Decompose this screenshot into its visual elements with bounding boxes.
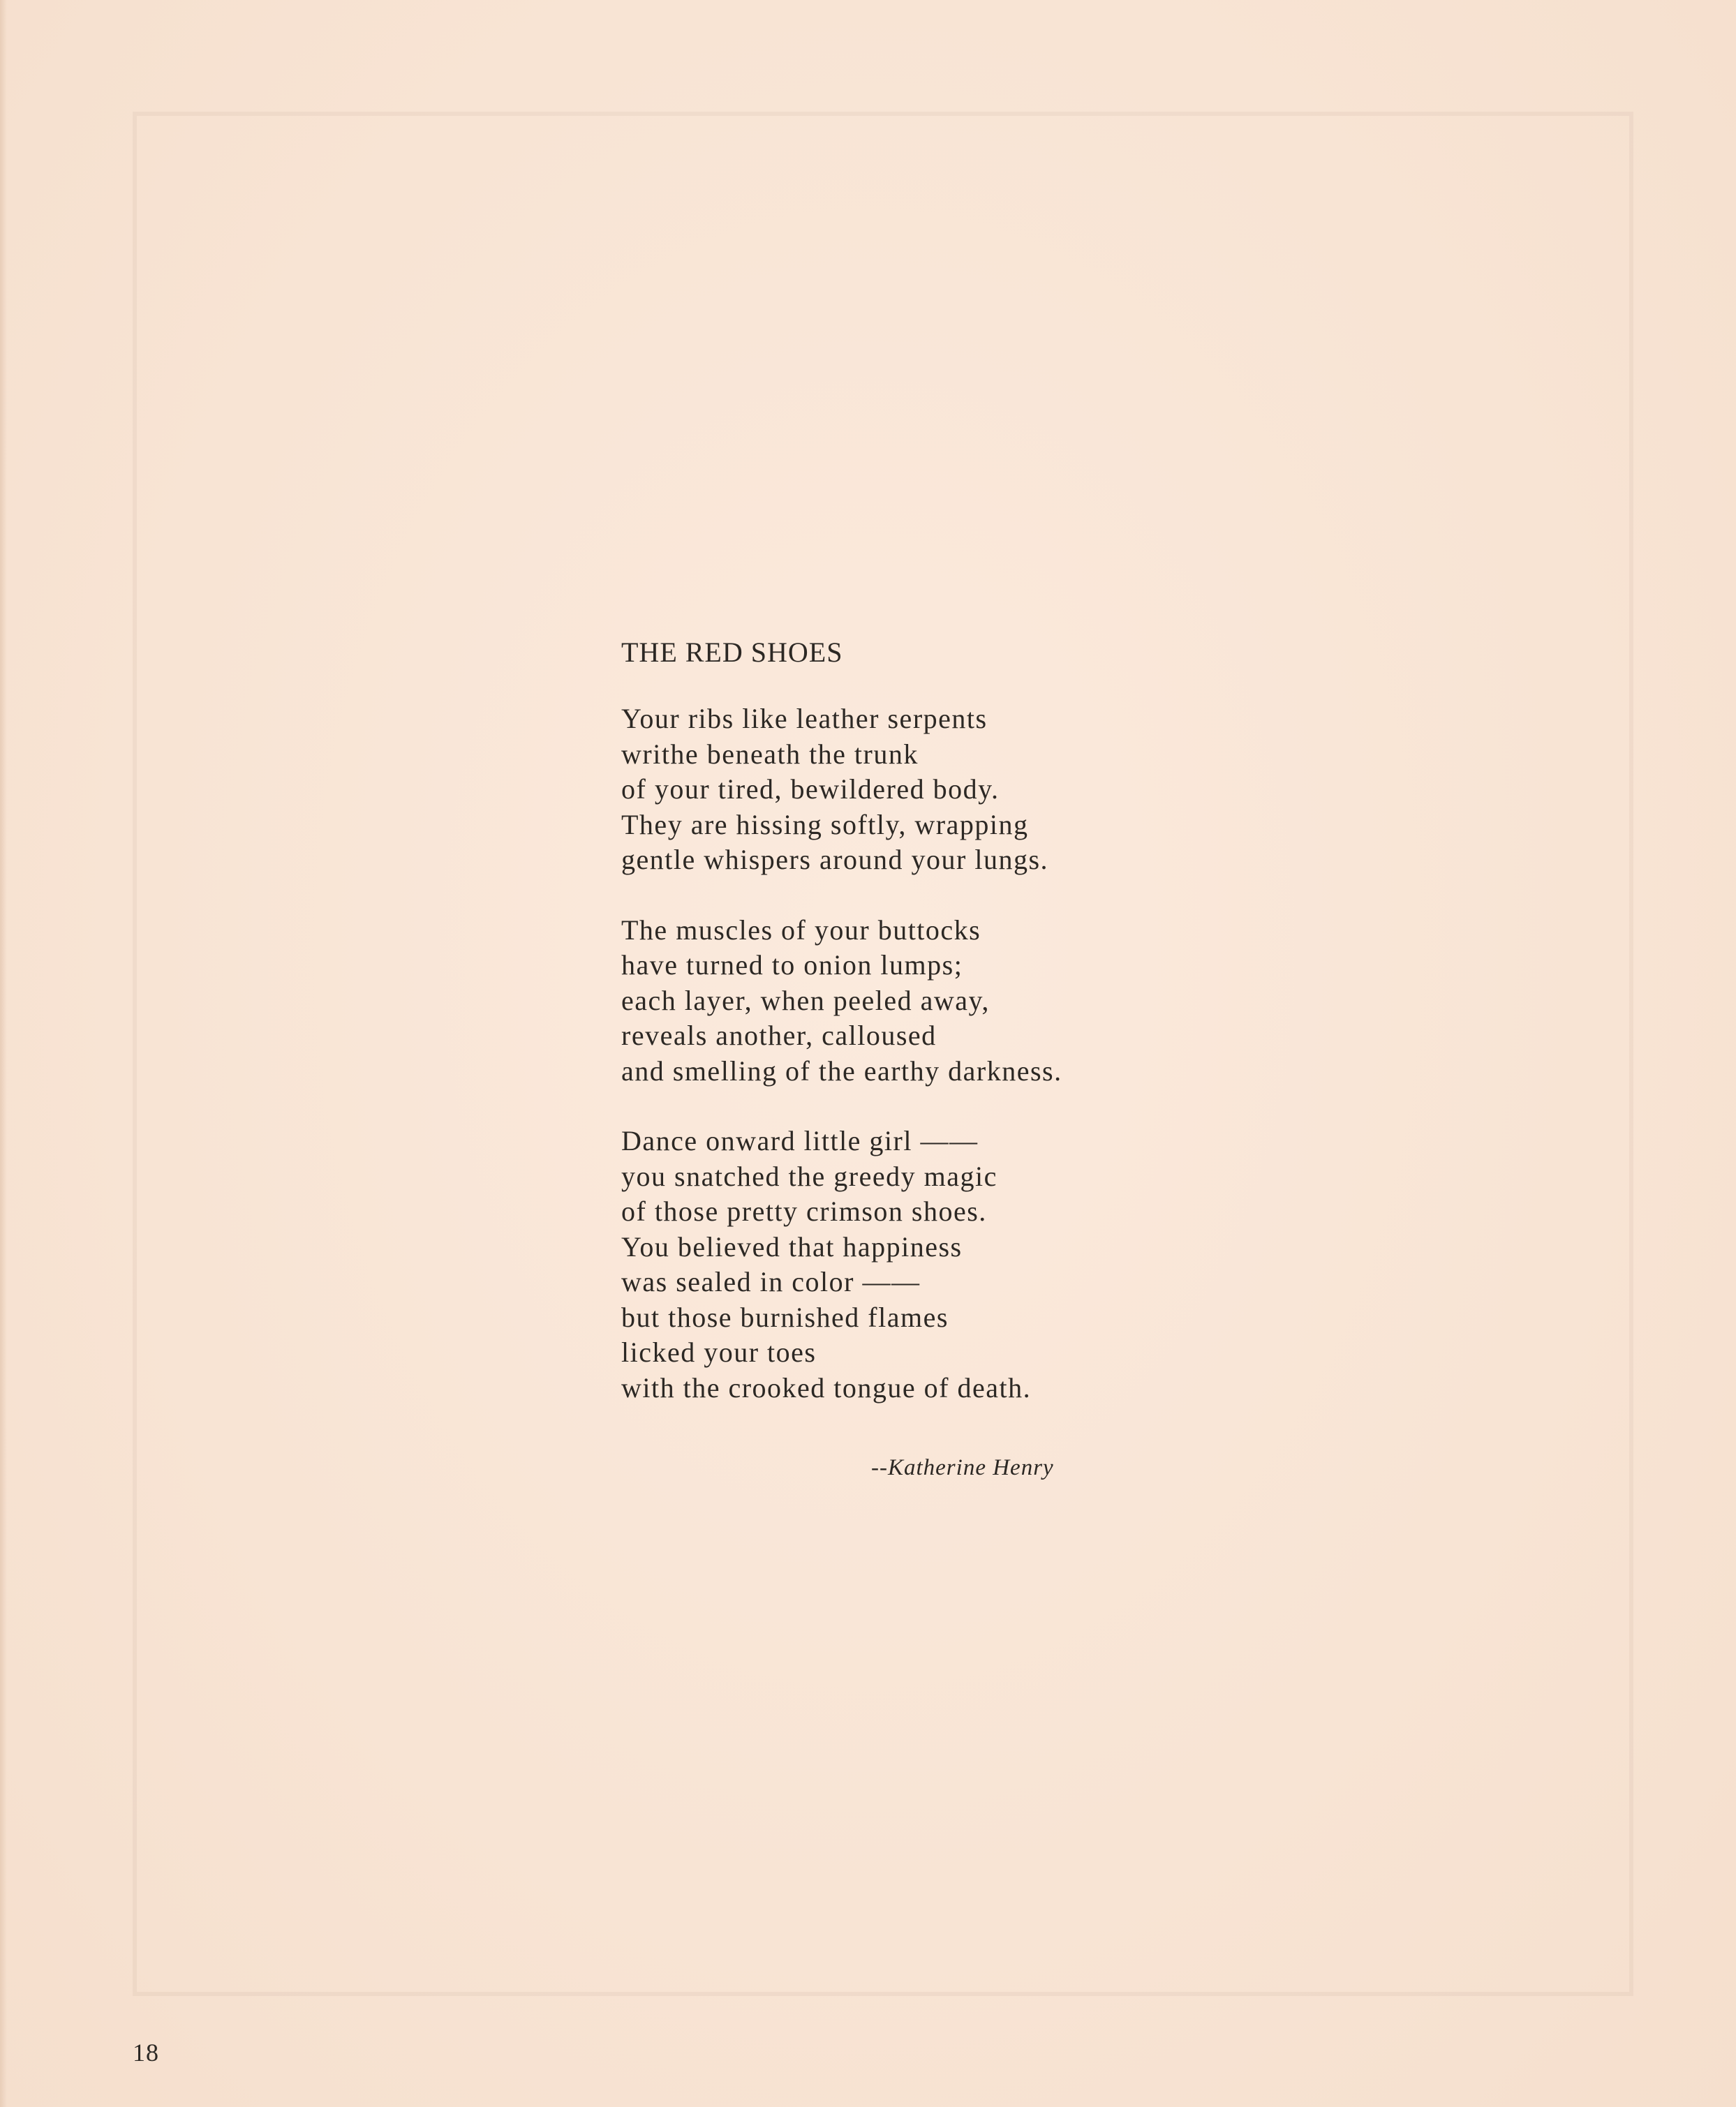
poem-line: writhe beneath the trunk [621, 738, 919, 770]
poem-line: Dance onward little girl —— [621, 1125, 979, 1156]
poem-line: you snatched the greedy magic [621, 1160, 997, 1192]
poem-line: gentle whispers around your lungs. [621, 844, 1049, 875]
poem-line: was sealed in color —— [621, 1266, 921, 1297]
poem-line: The muscles of your buttocks [621, 914, 981, 946]
page-number: 18 [133, 2039, 159, 2067]
poem-author: --Katherine Henry [871, 1455, 1054, 1480]
poem-line: You believed that happiness [621, 1230, 963, 1263]
stanza-3 [621, 1124, 1249, 1406]
poem-line: but those burnished flames [621, 1301, 949, 1333]
poem-title: THE RED SHOES [621, 636, 843, 668]
page-edge-shadow [0, 0, 7, 2107]
poem-line: of your tired, bewildered body. [621, 773, 1000, 805]
poem-line: of those pretty crimson shoes. [621, 1196, 987, 1227]
poem-line: reveals another, calloused [621, 1020, 937, 1051]
stanza-1 [621, 701, 1249, 878]
poem-line: They are hissing softly, wrapping [621, 808, 1029, 840]
poem-line: and smelling of the earthy darkness. [621, 1055, 1062, 1087]
poem-line: Your ribs like leather serpents [621, 703, 988, 734]
poem-line: licked your toes [621, 1337, 817, 1368]
poem-line: with the crooked tongue of death. [621, 1371, 1032, 1404]
poem [621, 632, 1249, 1440]
stanza-2 [621, 913, 1249, 1089]
poem-line: have turned to onion lumps; [621, 949, 963, 981]
poem-line: each layer, when peeled away, [621, 984, 990, 1016]
